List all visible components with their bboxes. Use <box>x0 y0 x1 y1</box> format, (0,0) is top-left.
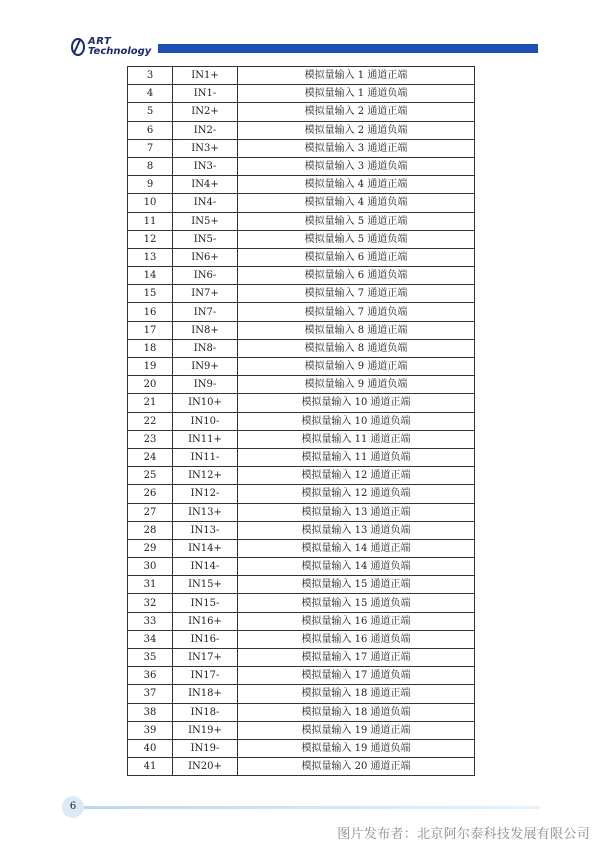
table-row <box>128 594 475 612</box>
table-row <box>128 212 475 230</box>
pin-number-cell: 34 <box>128 630 173 648</box>
description-cell: 模拟量输入 3 通道正端 <box>238 139 475 157</box>
signal-name-cell: IN10+ <box>173 394 238 412</box>
pin-number-cell: 5 <box>128 103 173 121</box>
signal-name-cell: IN9+ <box>173 358 238 376</box>
description-cell: 模拟量输入 15 通道正端 <box>238 576 475 594</box>
description-cell: 模拟量输入 15 通道负端 <box>238 594 475 612</box>
signal-name-cell: IN6- <box>173 267 238 285</box>
table-row <box>128 321 475 339</box>
description-cell: 模拟量输入 19 通道正端 <box>238 721 475 739</box>
description-cell: 模拟量输入 13 通道正端 <box>238 503 475 521</box>
pin-number-cell: 22 <box>128 412 173 430</box>
description-cell: 模拟量输入 10 通道正端 <box>238 394 475 412</box>
signal-name-cell: IN3- <box>173 157 238 175</box>
table-row <box>128 121 475 139</box>
description-cell: 模拟量输入 11 通道正端 <box>238 430 475 448</box>
signal-name-cell: IN12- <box>173 485 238 503</box>
signal-name-cell: IN4- <box>173 194 238 212</box>
table-row <box>128 739 475 757</box>
description-cell: 模拟量输入 17 通道负端 <box>238 667 475 685</box>
signal-name-cell: IN8- <box>173 339 238 357</box>
table-row <box>128 85 475 103</box>
pin-number-cell: 30 <box>128 558 173 576</box>
signal-name-cell: IN14- <box>173 558 238 576</box>
table-row <box>128 285 475 303</box>
table-row <box>128 612 475 630</box>
signal-name-cell: IN14+ <box>173 539 238 557</box>
signal-name-cell: IN1+ <box>173 67 238 85</box>
description-cell: 模拟量输入 1 通道负端 <box>238 85 475 103</box>
pin-number-cell: 41 <box>128 758 173 776</box>
table-row <box>128 703 475 721</box>
table-row <box>128 521 475 539</box>
pin-number-cell: 29 <box>128 539 173 557</box>
table-row <box>128 503 475 521</box>
signal-name-cell: IN2- <box>173 121 238 139</box>
pin-number-cell: 35 <box>128 649 173 667</box>
signal-name-cell: IN7+ <box>173 285 238 303</box>
pin-table <box>127 66 475 776</box>
table-row <box>128 467 475 485</box>
table-row <box>128 139 475 157</box>
table-row <box>128 649 475 667</box>
signal-name-cell: IN10- <box>173 412 238 430</box>
table-row <box>128 448 475 466</box>
page-number: 6 <box>62 796 84 818</box>
pin-number-cell: 38 <box>128 703 173 721</box>
table-row <box>128 412 475 430</box>
pin-number-cell: 4 <box>128 85 173 103</box>
pin-number-cell: 9 <box>128 176 173 194</box>
description-cell: 模拟量输入 9 通道负端 <box>238 376 475 394</box>
pin-number-cell: 17 <box>128 321 173 339</box>
pin-number-cell: 36 <box>128 667 173 685</box>
description-cell: 模拟量输入 12 通道负端 <box>238 485 475 503</box>
pin-number-cell: 40 <box>128 739 173 757</box>
pin-number-cell: 31 <box>128 576 173 594</box>
pin-number-cell: 23 <box>128 430 173 448</box>
pin-number-cell: 32 <box>128 594 173 612</box>
signal-name-cell: IN11- <box>173 448 238 466</box>
table-row <box>128 576 475 594</box>
signal-name-cell: IN5- <box>173 230 238 248</box>
table-row <box>128 248 475 266</box>
signal-name-cell: IN18+ <box>173 685 238 703</box>
signal-name-cell: IN2+ <box>173 103 238 121</box>
pin-number-cell: 15 <box>128 285 173 303</box>
pin-number-cell: 20 <box>128 376 173 394</box>
signal-name-cell: IN3+ <box>173 139 238 157</box>
table-row <box>128 485 475 503</box>
company-logo <box>70 38 160 58</box>
table-row <box>128 667 475 685</box>
description-cell: 模拟量输入 8 通道正端 <box>238 321 475 339</box>
pin-number-cell: 25 <box>128 467 173 485</box>
table-row <box>128 558 475 576</box>
description-cell: 模拟量输入 14 通道正端 <box>238 539 475 557</box>
publisher-credit: 图片发布者：北京阿尔泰科技发展有限公司 <box>337 827 590 842</box>
signal-name-cell: IN1- <box>173 85 238 103</box>
pin-number-cell: 19 <box>128 358 173 376</box>
signal-name-cell: IN6+ <box>173 248 238 266</box>
table-row <box>128 157 475 175</box>
description-cell: 模拟量输入 4 通道负端 <box>238 194 475 212</box>
header-bar <box>158 44 538 53</box>
description-cell: 模拟量输入 16 通道正端 <box>238 612 475 630</box>
signal-name-cell: IN19+ <box>173 721 238 739</box>
pin-number-cell: 27 <box>128 503 173 521</box>
signal-name-cell: IN15+ <box>173 576 238 594</box>
signal-name-cell: IN16+ <box>173 612 238 630</box>
description-cell: 模拟量输入 14 通道负端 <box>238 558 475 576</box>
description-cell: 模拟量输入 7 通道负端 <box>238 303 475 321</box>
description-cell: 模拟量输入 5 通道正端 <box>238 212 475 230</box>
signal-name-cell: IN13- <box>173 521 238 539</box>
pin-number-cell: 28 <box>128 521 173 539</box>
pin-number-cell: 6 <box>128 121 173 139</box>
table-row <box>128 430 475 448</box>
logo-text-art: ART <box>88 36 112 47</box>
pin-number-cell: 33 <box>128 612 173 630</box>
table-row <box>128 67 475 85</box>
table-row <box>128 721 475 739</box>
signal-name-cell: IN16- <box>173 630 238 648</box>
signal-name-cell: IN7- <box>173 303 238 321</box>
signal-name-cell: IN18- <box>173 703 238 721</box>
description-cell: 模拟量输入 18 通道正端 <box>238 685 475 703</box>
pin-number-cell: 3 <box>128 67 173 85</box>
table-row <box>128 358 475 376</box>
description-cell: 模拟量输入 13 通道负端 <box>238 521 475 539</box>
signal-name-cell: IN17- <box>173 667 238 685</box>
description-cell: 模拟量输入 19 通道负端 <box>238 739 475 757</box>
description-cell: 模拟量输入 11 通道负端 <box>238 448 475 466</box>
signal-name-cell: IN15- <box>173 594 238 612</box>
pin-number-cell: 14 <box>128 267 173 285</box>
signal-name-cell: IN17+ <box>173 649 238 667</box>
table-row <box>128 230 475 248</box>
description-cell: 模拟量输入 18 通道负端 <box>238 703 475 721</box>
description-cell: 模拟量输入 17 通道正端 <box>238 649 475 667</box>
table-row <box>128 630 475 648</box>
description-cell: 模拟量输入 20 通道正端 <box>238 758 475 776</box>
description-cell: 模拟量输入 2 通道正端 <box>238 103 475 121</box>
signal-name-cell: IN20+ <box>173 758 238 776</box>
pin-number-cell: 8 <box>128 157 173 175</box>
table-row <box>128 539 475 557</box>
table-row <box>128 194 475 212</box>
description-cell: 模拟量输入 16 通道负端 <box>238 630 475 648</box>
description-cell: 模拟量输入 5 通道负端 <box>238 230 475 248</box>
description-cell: 模拟量输入 4 通道正端 <box>238 176 475 194</box>
table-row <box>128 376 475 394</box>
signal-name-cell: IN8+ <box>173 321 238 339</box>
description-cell: 模拟量输入 2 通道负端 <box>238 121 475 139</box>
pin-number-cell: 24 <box>128 448 173 466</box>
signal-name-cell: IN4+ <box>173 176 238 194</box>
pin-number-cell: 39 <box>128 721 173 739</box>
description-cell: 模拟量输入 12 通道正端 <box>238 467 475 485</box>
table-row <box>128 303 475 321</box>
signal-name-cell: IN19- <box>173 739 238 757</box>
pin-number-cell: 26 <box>128 485 173 503</box>
pin-number-cell: 18 <box>128 339 173 357</box>
pin-number-cell: 37 <box>128 685 173 703</box>
signal-name-cell: IN5+ <box>173 212 238 230</box>
signal-name-cell: IN13+ <box>173 503 238 521</box>
pin-number-cell: 10 <box>128 194 173 212</box>
description-cell: 模拟量输入 6 通道负端 <box>238 267 475 285</box>
description-cell: 模拟量输入 9 通道正端 <box>238 358 475 376</box>
pin-number-cell: 21 <box>128 394 173 412</box>
table-row <box>128 103 475 121</box>
pin-number-cell: 11 <box>128 212 173 230</box>
pin-table-body <box>128 67 475 776</box>
pin-number-cell: 16 <box>128 303 173 321</box>
description-cell: 模拟量输入 10 通道负端 <box>238 412 475 430</box>
footer-line <box>84 806 540 809</box>
signal-name-cell: IN12+ <box>173 467 238 485</box>
pin-number-cell: 12 <box>128 230 173 248</box>
table-row <box>128 685 475 703</box>
logo-text-technology: Technology <box>88 46 152 57</box>
description-cell: 模拟量输入 8 通道负端 <box>238 339 475 357</box>
table-row <box>128 267 475 285</box>
signal-name-cell: IN11+ <box>173 430 238 448</box>
pin-number-cell: 7 <box>128 139 173 157</box>
description-cell: 模拟量输入 1 通道正端 <box>238 67 475 85</box>
table-row <box>128 758 475 776</box>
description-cell: 模拟量输入 6 通道正端 <box>238 248 475 266</box>
pin-number-cell: 13 <box>128 248 173 266</box>
table-row <box>128 176 475 194</box>
description-cell: 模拟量输入 7 通道正端 <box>238 285 475 303</box>
table-row <box>128 394 475 412</box>
table-row <box>128 339 475 357</box>
page-header <box>0 0 600 60</box>
signal-name-cell: IN9- <box>173 376 238 394</box>
art-logo-icon <box>70 38 86 56</box>
description-cell: 模拟量输入 3 通道负端 <box>238 157 475 175</box>
